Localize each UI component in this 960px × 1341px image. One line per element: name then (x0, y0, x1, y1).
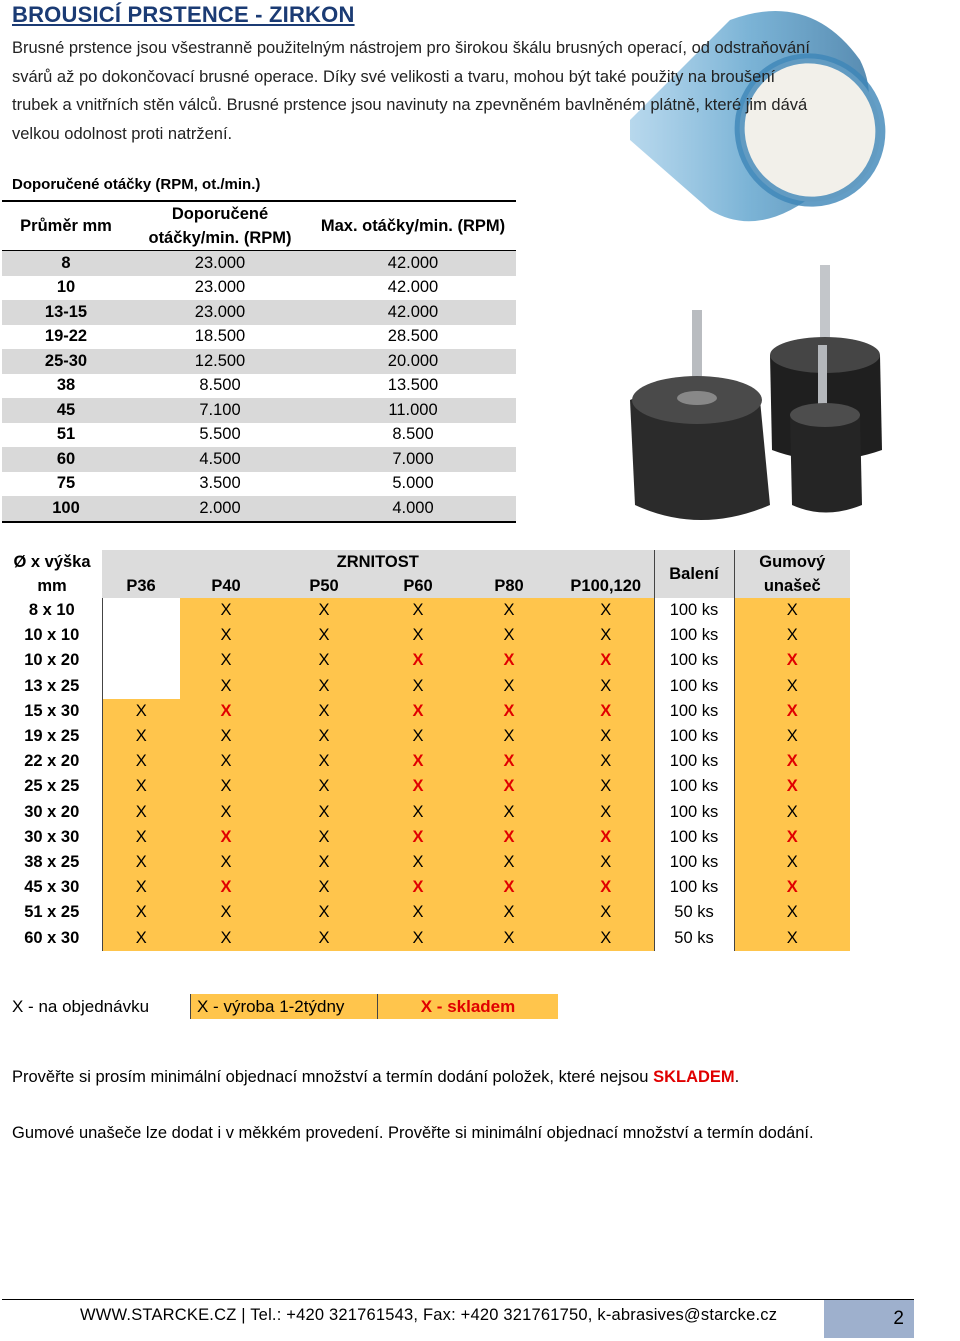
grit-size-cell: 51 x 25 (2, 900, 102, 925)
rpm-recommended-cell: 23.000 (194, 278, 246, 297)
grit-availability-cell: X (102, 875, 180, 900)
grit-availability-cell: X (460, 724, 558, 749)
rpm-row (2, 496, 516, 522)
grit-rubber-cell: X (734, 800, 850, 825)
grit-pack-cell: 100 ks (654, 699, 734, 724)
rpm-row (2, 325, 516, 350)
rpm-diameter-cell: 19-22 (44, 327, 88, 346)
grit-pack-cell: 100 ks (654, 648, 734, 673)
grit-availability-cell: X (180, 648, 272, 673)
rpm-row (2, 276, 516, 301)
grit-rubber-cell: X (734, 724, 850, 749)
grit-availability-cell: X (376, 648, 460, 673)
note-suffix: . (734, 1068, 740, 1086)
grit-pack-cell: 50 ks (654, 925, 734, 950)
rpm-max-cell: 42.000 (387, 278, 439, 297)
grit-availability-cell: X (180, 699, 272, 724)
grit-pack-cell: 100 ks (654, 825, 734, 850)
rpm-max-cell: 42.000 (310, 300, 516, 325)
grit-size-cell: 38 x 25 (2, 850, 102, 875)
grit-availability-cell: X (102, 825, 180, 850)
rpm-diameter-cell: 8 (2, 251, 130, 276)
grit-size-cell: 10 x 10 (2, 623, 102, 648)
grit-size-cell: 19 x 25 (2, 724, 102, 749)
grit-availability-cell: X (102, 925, 180, 950)
grit-availability-cell: X (102, 724, 180, 749)
grit-availability-cell: X (460, 623, 558, 648)
grit-size-cell: 8 x 10 (2, 598, 102, 623)
grit-availability-cell (102, 598, 180, 623)
rpm-max-cell: 11.000 (310, 398, 516, 423)
grit-header-p40: P40 (180, 574, 272, 598)
rpm-diameter-cell: 38 (56, 376, 76, 395)
grit-availability-cell (102, 623, 180, 648)
grit-availability-cell: X (558, 925, 654, 950)
note-minimum-order (12, 1068, 739, 1087)
grit-availability-cell: X (376, 850, 460, 875)
grit-availability-cell: X (460, 674, 558, 699)
grit-row (2, 674, 850, 699)
grit-row (2, 724, 850, 749)
grit-availability-cell: X (180, 925, 272, 950)
grit-header-p50: P50 (272, 574, 376, 598)
grit-availability-cell: X (376, 674, 460, 699)
grit-availability-cell: X (376, 598, 460, 623)
legend-in-stock: X - skladem (377, 994, 558, 1019)
note-soft-rubber: Gumové unašeče lze dodat i v měkkém provedení. Prověřte si minimální objednací množství a termín dodání. (12, 1124, 814, 1142)
grit-availability-cell: X (272, 724, 376, 749)
grit-availability-cell: X (460, 875, 558, 900)
grit-availability-cell: X (180, 900, 272, 925)
rpm-row (2, 447, 516, 472)
grit-rubber-cell: X (734, 623, 850, 648)
grit-availability-cell: X (272, 648, 376, 673)
rpm-recommended-cell: 23.000 (130, 251, 310, 276)
rpm-diameter-cell: 60 (2, 447, 130, 472)
rpm-diameter-cell: 10 (56, 278, 76, 297)
grit-availability-cell: X (180, 774, 272, 799)
rpm-recommended-cell: 8.500 (199, 376, 241, 395)
grit-size-cell: 10 x 20 (2, 648, 102, 673)
rpm-row (2, 472, 516, 497)
grit-row (2, 648, 850, 673)
grit-availability-cell: X (460, 925, 558, 950)
grit-availability-cell: X (376, 623, 460, 648)
note-text: Prověřte si prosím minimální objednací množství a termín dodání položek, které nejsou (12, 1068, 654, 1086)
grit-availability-cell: X (180, 623, 272, 648)
legend-production: X - výroba 1-2týdny (190, 994, 377, 1019)
intro-paragraph (12, 34, 912, 148)
rpm-recommended-cell: 23.000 (130, 300, 310, 325)
rpm-max-cell: 42.000 (310, 251, 516, 276)
rpm-diameter-cell: 45 (2, 398, 130, 423)
grit-size-cell: 30 x 20 (2, 800, 102, 825)
page-number: 2 (824, 1300, 914, 1338)
rpm-recommended-cell: 4.500 (130, 447, 310, 472)
grit-availability-cell: X (558, 875, 654, 900)
grit-rubber-cell: X (734, 875, 850, 900)
grit-rubber-cell: X (734, 900, 850, 925)
grit-row (2, 850, 850, 875)
grit-availability-cell: X (272, 598, 376, 623)
rpm-max-cell: 20.000 (310, 349, 516, 374)
grit-availability-cell: X (102, 800, 180, 825)
grit-row (2, 774, 850, 799)
rpm-row (2, 251, 516, 276)
grit-header-rubber: Gumový unašeč (734, 550, 850, 598)
grit-availability-cell: X (376, 774, 460, 799)
grit-availability-cell: X (376, 749, 460, 774)
grit-availability-cell: X (180, 598, 272, 623)
grit-availability-cell: X (460, 800, 558, 825)
grit-availability-cell: X (376, 875, 460, 900)
grit-rubber-cell: X (734, 749, 850, 774)
grit-row (2, 800, 850, 825)
grit-size-cell: 13 x 25 (2, 674, 102, 699)
grit-availability-cell: X (558, 800, 654, 825)
grit-rubber-cell: X (734, 774, 850, 799)
rpm-diameter-cell: 25-30 (2, 349, 130, 374)
grit-availability-cell: X (272, 674, 376, 699)
grit-row (2, 900, 850, 925)
intro-line: svárů až po dokončovací brusné operace. Díky své velikosti a tvaru, mohou být také použity na broušení (12, 67, 776, 86)
grit-rubber-cell: X (734, 699, 850, 724)
grit-availability-cell: X (180, 825, 272, 850)
rpm-max-cell: 7.000 (310, 447, 516, 472)
rpm-header-max: Max. otáčky/min. (RPM) (310, 201, 516, 251)
grit-availability-cell: X (460, 825, 558, 850)
grit-size-cell: 22 x 20 (2, 749, 102, 774)
rpm-recommended-cell: 7.100 (130, 398, 310, 423)
rpm-header-recommended: Doporučené otáčky/min. (RPM) (130, 201, 310, 251)
rpm-max-cell: 13.500 (387, 376, 439, 395)
grit-availability-cell: X (376, 800, 460, 825)
grit-availability-cell: X (180, 749, 272, 774)
rpm-recommended-cell: 5.500 (199, 425, 241, 444)
grit-availability-cell: X (376, 900, 460, 925)
grit-table (2, 550, 850, 951)
intro-line: Brusné prstence jsou všestranně použitelným nástrojem pro širokou škálu brusných operací, od odstraňování (12, 39, 810, 57)
grit-availability-cell: X (180, 724, 272, 749)
grit-availability-cell (102, 674, 180, 699)
grit-availability-cell: X (102, 900, 180, 925)
grit-pack-cell: 100 ks (654, 623, 734, 648)
grit-pack-cell: 100 ks (654, 800, 734, 825)
grit-availability-cell: X (558, 598, 654, 623)
grit-availability-cell: X (558, 623, 654, 648)
intro-line: velkou odolnost proti natržení. (12, 124, 233, 143)
grit-availability-cell: X (180, 800, 272, 825)
rpm-recommended-cell: 12.500 (130, 349, 310, 374)
grit-row (2, 825, 850, 850)
note-highlight: SKLADEM (653, 1068, 735, 1086)
rpm-diameter-cell: 51 (56, 425, 76, 444)
grit-availability-cell: X (460, 900, 558, 925)
grit-size-cell: 45 x 30 (2, 875, 102, 900)
grit-availability-cell: X (460, 774, 558, 799)
legend (2, 994, 558, 1019)
grit-availability-cell: X (558, 850, 654, 875)
grit-pack-cell: 100 ks (654, 598, 734, 623)
grit-availability-cell (102, 648, 180, 673)
grit-pack-cell: 100 ks (654, 850, 734, 875)
grit-availability-cell: X (180, 850, 272, 875)
rpm-row (2, 300, 516, 325)
grit-header-p60: P60 (376, 574, 460, 598)
grit-availability-cell: X (460, 648, 558, 673)
grit-availability-cell: X (102, 774, 180, 799)
rpm-row (2, 374, 516, 399)
rpm-recommended-cell: 2.000 (130, 496, 310, 522)
rpm-diameter-cell: 13-15 (2, 300, 130, 325)
grit-availability-cell: X (180, 674, 272, 699)
footer-divider (2, 1299, 914, 1300)
grit-availability-cell: X (460, 850, 558, 875)
grit-availability-cell: X (272, 875, 376, 900)
rpm-header-diameter: Průměr mm (2, 201, 130, 251)
drum-large (630, 310, 770, 520)
grit-availability-cell: X (272, 623, 376, 648)
rpm-max-cell: 28.500 (387, 327, 439, 346)
grit-availability-cell: X (460, 699, 558, 724)
grit-availability-cell: X (272, 699, 376, 724)
grit-rubber-cell: X (734, 850, 850, 875)
intro-line: trubek a vnitřních stěn válců. Brusné prstence jsou navinuty na zpevněném bavlněném plátně, které jim dává (12, 96, 808, 114)
grit-pack-cell: 100 ks (654, 875, 734, 900)
grit-availability-cell: X (558, 900, 654, 925)
grit-header-grit: ZRNITOST (102, 550, 654, 574)
rpm-max-cell: 8.500 (392, 425, 434, 444)
grit-availability-cell: X (558, 724, 654, 749)
rpm-row (2, 398, 516, 423)
grit-rubber-cell: X (734, 825, 850, 850)
page-title: BROUSICÍ PRSTENCE - ZIRKON (12, 2, 355, 27)
legend-on-order: X - na objednávku (12, 997, 150, 1016)
grit-availability-cell: X (460, 598, 558, 623)
rpm-header-row (2, 201, 516, 251)
grit-header-row-1 (2, 550, 850, 574)
grit-header-pack: Balení (654, 550, 734, 598)
grit-availability-cell: X (272, 900, 376, 925)
grit-availability-cell: X (558, 749, 654, 774)
grit-row (2, 749, 850, 774)
grit-row (2, 925, 850, 950)
rpm-diameter-cell: 75 (56, 474, 76, 493)
rpm-max-cell: 4.000 (310, 496, 516, 522)
grit-header-p36: P36 (102, 574, 180, 598)
rpm-heading: Doporučené otáčky (RPM, ot./min.) (12, 176, 261, 193)
grit-pack-cell: 100 ks (654, 774, 734, 799)
grit-availability-cell: X (272, 825, 376, 850)
footer-contact: WWW.STARCKE.CZ | Tel.: +420 321761543, Fax: +420 321761750, k-abrasives@starcke.cz (80, 1306, 778, 1324)
grit-availability-cell: X (376, 925, 460, 950)
grit-availability-cell: X (558, 825, 654, 850)
grit-size-cell: 60 x 30 (2, 925, 102, 950)
grit-row (2, 699, 850, 724)
rpm-max-cell: 5.000 (392, 474, 434, 493)
grit-header-p100120: P100,120 (558, 574, 654, 598)
grit-pack-cell: 100 ks (654, 724, 734, 749)
grit-availability-cell: X (272, 800, 376, 825)
rpm-recommended-cell: 18.500 (194, 327, 246, 346)
grit-row (2, 623, 850, 648)
rpm-diameter-cell: 100 (2, 496, 130, 522)
grit-availability-cell: X (558, 674, 654, 699)
rpm-recommended-cell: 3.500 (199, 474, 241, 493)
grit-pack-cell: 100 ks (654, 749, 734, 774)
rpm-table (2, 200, 516, 523)
grit-availability-cell: X (558, 648, 654, 673)
grit-rubber-cell: X (734, 648, 850, 673)
grit-size-cell: 15 x 30 (2, 699, 102, 724)
grit-rubber-cell: X (734, 598, 850, 623)
grit-pack-cell: 50 ks (654, 900, 734, 925)
grit-availability-cell: X (272, 749, 376, 774)
grit-availability-cell: X (376, 699, 460, 724)
grit-row (2, 875, 850, 900)
grit-availability-cell: X (558, 699, 654, 724)
grit-availability-cell: X (272, 774, 376, 799)
grit-availability-cell: X (460, 749, 558, 774)
grit-rubber-cell: X (734, 925, 850, 950)
grit-availability-cell: X (102, 749, 180, 774)
grit-availability-cell: X (272, 850, 376, 875)
grit-availability-cell: X (558, 774, 654, 799)
rpm-row (2, 349, 516, 374)
grit-header-p80: P80 (460, 574, 558, 598)
grit-row (2, 598, 850, 623)
grit-availability-cell: X (376, 825, 460, 850)
grit-availability-cell: X (102, 699, 180, 724)
rubber-drum-image (620, 250, 930, 530)
grit-availability-cell: X (272, 925, 376, 950)
grit-availability-cell: X (180, 875, 272, 900)
grit-header-diameter: Ø x výška mm (2, 550, 102, 598)
grit-availability-cell: X (376, 724, 460, 749)
grit-availability-cell: X (102, 850, 180, 875)
grit-pack-cell: 100 ks (654, 674, 734, 699)
grit-size-cell: 25 x 25 (2, 774, 102, 799)
grit-size-cell: 30 x 30 (2, 825, 102, 850)
grit-rubber-cell: X (734, 674, 850, 699)
rpm-row (2, 423, 516, 448)
